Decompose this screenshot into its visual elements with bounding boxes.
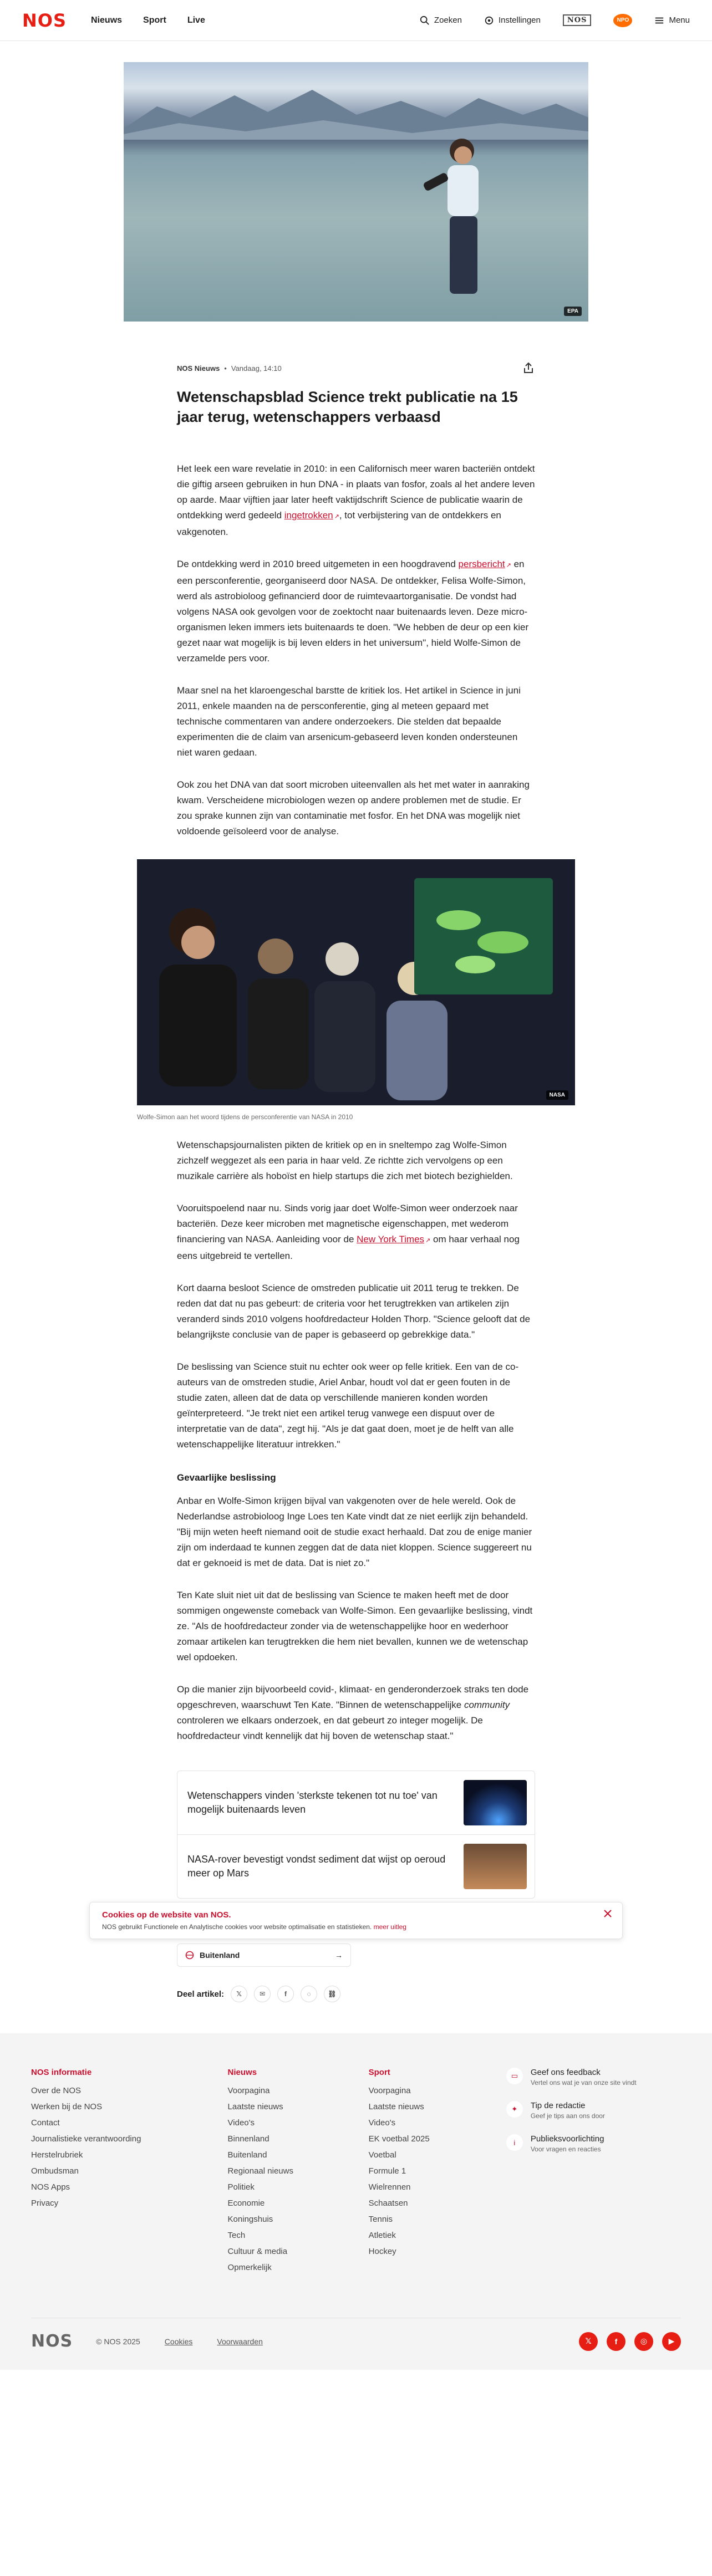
- footer-columns: [31, 2068, 681, 2279]
- footer-link[interactable]: Contact: [31, 2118, 60, 2128]
- instagram-social-icon[interactable]: ◎: [634, 2332, 653, 2351]
- share-row: [177, 1986, 535, 2002]
- npo-logo[interactable]: NPO: [613, 14, 632, 27]
- nos-tv-logo[interactable]: NOS: [563, 14, 592, 26]
- whatsapp-share-icon[interactable]: ◌: [301, 1986, 317, 2002]
- card-subtitle: Voor vragen en reacties: [530, 2145, 601, 2153]
- footer-link[interactable]: Privacy: [31, 2198, 59, 2208]
- card-subtitle: Vertel ons wat je van onze site vindt: [530, 2079, 637, 2087]
- footer-link[interactable]: EK voetbal 2025: [368, 2134, 430, 2144]
- paragraph-4: Ook zou het DNA van dat soort microben uiteenvallen als het met water in aanraking kwam. Verscheidene microbiologen wezen op andere problemen met de studie. Er zou sprake kunnen zijn van contaminatie met fosfor. En het DNA was mogelijk niet voldoende geïsoleerd voor de analyse.: [177, 779, 530, 836]
- footer-col-nieuws: [228, 2068, 369, 2279]
- nav-item-live[interactable]: Live: [187, 15, 205, 25]
- external-link-icon: ↗: [425, 1237, 431, 1244]
- link-ingetrokken[interactable]: ingetrokken: [284, 510, 333, 521]
- cookie-text: NOS gebruikt Functionele en Analytische cookies voor website optimalisatie en statistieken.: [102, 1923, 372, 1931]
- article: [177, 361, 535, 839]
- link-new-york-times[interactable]: New York Times: [357, 1234, 425, 1244]
- link-share-icon[interactable]: ⛓: [324, 1986, 340, 2002]
- settings-label: Instellingen: [498, 16, 541, 25]
- article-title: Wetenschapsblad Science trekt publicatie na 15 jaar terug, wetenschappers verbaasd: [177, 389, 518, 425]
- related-article[interactable]: [177, 1771, 535, 1835]
- mountain-range: [124, 84, 588, 140]
- footer-link[interactable]: Regionaal nieuws: [227, 2166, 293, 2176]
- article-footer: [177, 1944, 535, 2002]
- footer-link[interactable]: Economie: [227, 2198, 265, 2208]
- share-icon[interactable]: [522, 361, 535, 375]
- x-social-icon[interactable]: 𝕏: [579, 2332, 598, 2351]
- related-title: NASA-rover bevestigt vondst sediment dat wijst op oeroud meer op Mars: [187, 1854, 446, 1879]
- info-card[interactable]: [506, 2134, 681, 2153]
- footer-link[interactable]: Atletiek: [368, 2231, 396, 2240]
- footer-link[interactable]: Wielrennen: [368, 2182, 411, 2192]
- external-link-icon: ↗: [334, 513, 339, 520]
- article-continued: [177, 1137, 535, 1899]
- tag-buitenland[interactable]: [177, 1944, 351, 1967]
- mars-rover-thumbnail: [464, 1844, 527, 1889]
- cookie-more-link[interactable]: meer uitleg: [373, 1923, 406, 1931]
- paragraph-1: [177, 461, 535, 540]
- cookie-title: Cookies op de website van NOS.: [102, 1910, 231, 1920]
- gear-icon: [484, 16, 494, 25]
- article-time: Vandaag, 14:10: [231, 364, 282, 373]
- facebook-share-icon[interactable]: f: [277, 1986, 294, 2002]
- card-text: [531, 2068, 637, 2087]
- paragraph-text: controleren we elkaars onderzoek, en dat gebeurt zo integer mogelijk. De hoofdredacteur vindt kennelijk dat hij boven de wetenschap staat.": [177, 1715, 483, 1741]
- footer-cards: [506, 2068, 681, 2279]
- social-links: [579, 2332, 681, 2351]
- footer-link[interactable]: Binnenland: [227, 2134, 269, 2144]
- paragraph-text: Op die manier zijn bijvoorbeeld covid-, klimaat- en genderonderzoek straks ten dode opgeschreven, waarschuwt Ten Kate. "Binnen de wetenschappelijke: [177, 1684, 529, 1710]
- nos-logo[interactable]: NOS: [22, 9, 67, 31]
- footer-link[interactable]: Formule 1: [368, 2166, 406, 2176]
- menu-button[interactable]: [654, 16, 690, 25]
- facebook-social-icon[interactable]: f: [607, 2332, 625, 2351]
- tag-label: Buitenland: [200, 1951, 240, 1960]
- link-persbericht[interactable]: persbericht: [458, 559, 505, 569]
- footer-link[interactable]: Voorpagina: [368, 2086, 411, 2095]
- footer-link[interactable]: Werken bij de NOS: [31, 2102, 103, 2111]
- footer-col-sport: [369, 2068, 506, 2279]
- globe-icon: [185, 1951, 194, 1960]
- inline-figure: [137, 859, 575, 1121]
- paragraph-text: , tot verbijstering van de ontdekkers en vakgenoten.: [177, 510, 501, 537]
- nav-item-nieuws[interactable]: Nieuws: [91, 15, 123, 25]
- paragraph-text: om haar verhaal nog eens uitgebreid te vertellen.: [177, 1234, 520, 1261]
- emphasis: community: [464, 1700, 510, 1710]
- paragraph-text: en een persconferentie, georganiseerd door NASA. De ontdekker, Felisa Wolfe-Simon, werd als astrobioloog gefinancierd door de ruimtevaartorganisatie. De vondst had volgens NASA ook gevolgen voor de zoektocht naar buitenaards leven. Deze micro-organismen leken immers iets buitenaards te doen. "We hebben de deur op een kier gezet naar wat mogelijk is bij leven elders in het universum", hield Wolfe-Simon de verzamelde pers voor.: [177, 559, 529, 664]
- hero-image: [124, 62, 588, 322]
- article-source: NOS Nieuws: [177, 364, 220, 373]
- footer-link[interactable]: Hockey: [368, 2247, 396, 2256]
- footer-link[interactable]: Journalistieke verantwoording: [31, 2134, 141, 2144]
- footer-col-nos-info: [31, 2068, 228, 2279]
- paragraph-5: Wetenschapsjournalisten pikten de kritiek op en in sneltempo zag Wolfe-Simon zichzelf weggezet als een paria in haar veld. Ze richtte zich vervolgens op een muzikale carrière als hoboïst en hielp startups die zich met biotech bezighielden.: [177, 1140, 513, 1181]
- footer-link[interactable]: Video's: [368, 2118, 396, 2128]
- footer-link[interactable]: Over de NOS: [31, 2086, 82, 2095]
- info-icon: i: [506, 2134, 523, 2151]
- tag-left: [185, 1951, 240, 1960]
- paragraph-7: Kort daarna besloot Science de omstreden publicatie uit 2011 terug te trekken. De reden dat dat nu pas gebeurt: de criteria voor het terugtrekken van artikelen zijn veranderd sinds 2010 volgens hoofdredacteur Holden Thorp. "Science gelooft dat de belangrijkste conclusie van de paper is gebaseerd op gebrekkige data.": [177, 1283, 531, 1340]
- footer-link[interactable]: Cultuur & media: [227, 2247, 288, 2256]
- footer-link[interactable]: Voorpagina: [227, 2086, 270, 2095]
- nav-right: [420, 14, 690, 27]
- paragraph-6: [177, 1201, 535, 1264]
- footer-link[interactable]: Ombudsman: [31, 2166, 79, 2176]
- paragraph-11: [177, 1682, 535, 1744]
- arrow-right-icon: →: [335, 1951, 343, 1960]
- paragraph-10: Ten Kate sluit niet uit dat de beslissing van Science te maken heeft met de door sommigen ongewenste comeback van Wolfe-Simon. Een gevaarlijke beslissing, vindt ze. "Als de hoofdredacteur zonder via de wetenschappelijke hoor en wederhoor zomaar artikelen kan terugtrekken die hem niet bevallen, kunnen we de wetenschap wel opdoeken.: [177, 1590, 533, 1662]
- meta-separator: •: [224, 364, 227, 373]
- x-share-icon[interactable]: 𝕏: [231, 1986, 247, 2002]
- footer-link[interactable]: Video's: [227, 2118, 255, 2128]
- card-text: [531, 2101, 605, 2120]
- site-footer: [0, 2033, 712, 2370]
- footer-link[interactable]: Koningshuis: [227, 2215, 273, 2224]
- section-heading: Gevaarlijke beslissing: [177, 1472, 276, 1483]
- footer-link[interactable]: Buitenland: [227, 2150, 267, 2160]
- press-conference-image: [137, 859, 575, 1105]
- paragraph-9: Anbar en Wolfe-Simon krijgen bijval van vakgenoten over de hele wereld. Ook de Nederlandse astrobioloog Inge Loes ten Kate vindt dat ze niet eerlijk zijn behandeld. "Bij mijn weten heeft niemand ooit de studie exact herhaald. Dat zou de enige manier zijn om inderdaad te kunnen zeggen dat de data niet kloppen. Science suggereert nu dat er geknoeid is met de data. Dat is niet zo.": [177, 1496, 532, 1568]
- figure-credit: NASA: [546, 1090, 568, 1100]
- copyright: © NOS 2025: [96, 2337, 140, 2346]
- menu-label: Menu: [669, 16, 690, 25]
- search-label: Zoeken: [434, 16, 462, 25]
- search-button[interactable]: [420, 16, 462, 25]
- top-navigation: [0, 0, 712, 41]
- card-subtitle: Geef je tips aan ons door: [530, 2112, 605, 2120]
- card-title: Publieksvoorlichting: [530, 2134, 604, 2144]
- close-icon[interactable]: [603, 1909, 612, 1918]
- feedback-card[interactable]: [506, 2068, 681, 2087]
- cookie-body: [102, 1923, 610, 1931]
- hamburger-icon: [654, 16, 664, 25]
- paragraph-text: De ontdekking werd in 2010 breed uitgemeten in een hoogdravend: [177, 559, 459, 569]
- card-title: Tip de redactie: [530, 2101, 586, 2110]
- tip-card[interactable]: [506, 2101, 681, 2120]
- terms-link[interactable]: Voorwaarden: [217, 2337, 263, 2346]
- settings-button[interactable]: [484, 16, 541, 25]
- paragraph-8: De beslissing van Science stuit nu echter ook weer op felle kritiek. Een van de co-auteurs van de omstreden studie, Ariel Anbar, houdt vol dat er geen fouten in de studie zaten, alleen dat de data op verschillende manieren konden worden geïnterpreteerd. "Je trekt niet een artikel terug vanwege een dispuut over de interpretatie van de data", zegt hij. "Als je dat gaat doen, moet je de helft van alle wetenschappelijke literatuur intrekken.": [177, 1361, 519, 1450]
- card-text: [531, 2134, 604, 2153]
- planet-thumbnail: [464, 1780, 527, 1825]
- footer-link[interactable]: Tech: [227, 2231, 246, 2240]
- related-title: Wetenschappers vinden 'sterkste tekenen tot nu toe' van mogelijk buitenaards leven: [187, 1790, 438, 1815]
- footer-link[interactable]: Voetbal: [368, 2150, 396, 2160]
- photo-credit: EPA: [564, 307, 582, 316]
- footer-link[interactable]: Herstelrubriek: [31, 2150, 83, 2160]
- footer-bottom: [31, 2318, 681, 2351]
- footer-link[interactable]: Opmerkelijk: [227, 2263, 272, 2272]
- chat-icon: ▭: [506, 2068, 523, 2084]
- external-link-icon: ↗: [506, 562, 511, 569]
- main-nav: [91, 16, 205, 25]
- footer-link[interactable]: Schaatsen: [368, 2198, 408, 2208]
- cookies-link[interactable]: Cookies: [164, 2337, 193, 2346]
- footer-link[interactable]: NOS Apps: [31, 2182, 70, 2192]
- figure-caption: Wolfe-Simon aan het woord tijdens de persconferentie van NASA in 2010: [137, 1113, 353, 1121]
- scientist-in-lake: [423, 129, 501, 317]
- paragraph-text: Het leek een ware revelatie in 2010: in een Californisch meer waren bacteriën ontdekt die giftig arseen gebruiken in hun DNA - in plaats van fosfor, zoals al het andere leven op aarde. Maar vijftien jaar later heeft vaktijdschrift Science de publicatie waarin de ontdekking werd gedeeld: [177, 463, 535, 521]
- footer-link[interactable]: Laatste nieuws: [227, 2102, 283, 2111]
- paragraph-3: Maar snel na het klaroengeschal barstte de kritiek los. Het artikel in Science in juni 2011, enkele maanden na de persconferentie, ging al meteen gepaard met technische commentaren van andere onderzoekers. Die stelden dat bepaalde experimenten die de claim van arsenicum-gebaseerd leven konden ondersteunen niet waren gedaan.: [177, 685, 521, 758]
- footer-link[interactable]: Tennis: [368, 2215, 393, 2224]
- press-conference-illustration: [137, 859, 575, 1105]
- footer-link[interactable]: Politiek: [227, 2182, 255, 2192]
- cookie-banner: [89, 1902, 623, 1939]
- paragraph-2: [177, 557, 535, 666]
- related-article[interactable]: [177, 1835, 535, 1898]
- card-title: Geef ons feedback: [530, 2068, 601, 2077]
- article-meta: [177, 361, 535, 375]
- youtube-social-icon[interactable]: ▶: [662, 2332, 681, 2351]
- email-share-icon[interactable]: ✉: [254, 1986, 271, 2002]
- search-icon: [420, 16, 430, 25]
- related-articles: [177, 1771, 535, 1899]
- footer-heading: NOS informatie: [31, 2068, 92, 2077]
- paragraph-text: Vooruitspoelend naar nu. Sinds vorig jaar doet Wolfe-Simon weer onderzoek naar bacteriën. Deze keer microben met magnetische eigenschappen, met wederom financiering van NASA. Aanleiding voor de: [177, 1203, 518, 1244]
- footer-link[interactable]: Laatste nieuws: [368, 2102, 424, 2111]
- footer-heading: Sport: [368, 2068, 390, 2077]
- footer-heading: Nieuws: [227, 2068, 257, 2077]
- lightbulb-icon: ✦: [506, 2101, 523, 2118]
- footer-logo[interactable]: NOS: [31, 2332, 73, 2351]
- nav-item-sport[interactable]: Sport: [143, 15, 166, 25]
- share-label: Deel artikel:: [177, 1989, 225, 1999]
